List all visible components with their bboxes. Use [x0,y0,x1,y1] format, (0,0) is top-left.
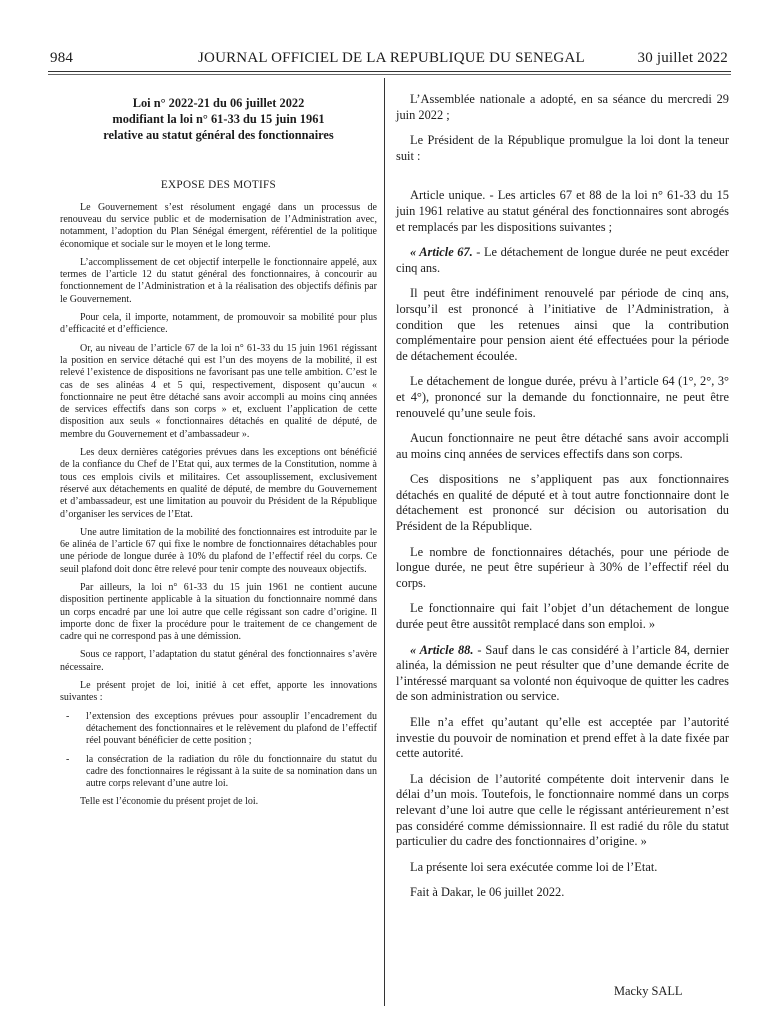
article-67-paragraph: Aucun fonctionnaire ne peut être détaché sans avoir accompli au moins cinq années de services effectifs dans son corps. [396,431,729,461]
article-88-label: « Article 88. [410,642,474,657]
article-67-paragraph: Le fonctionnaire qui fait l’objet d’un détachement de longue durée peut être aussitôt remplacé dans son emploi. » [396,601,729,632]
expose-paragraph: Or, au niveau de l’article 67 de la loi n° 61-33 du 15 juin 1961 régissant la position en service détaché qui est l’un des moyens de la mobilité, il est relevé l’existence de dispositions ne favorisant pas une telle ambition. C’est le cas de ses alinéas 4 et 5 qui, respectivement, disposent qu’aucun « fonctionnaire ne peut être détaché sans avoir accompli au moins cinq années de services effectifs dans son corps » et, excluent l’application de cette disposition aux seuls « fonctionnaires détachés en qualité de député, de membre du Gouvernement et d’ambassadeur ». [60,342,377,440]
journal-title: JOURNAL OFFICIEL DE LA REPUBLIQUE DU SENEGAL [198,50,585,66]
signature-name: Macky SALL [614,984,683,998]
page-number: 984 [50,50,74,66]
expose-paragraph: Une autre limitation de la mobilité des fonctionnaires est introduite par le 6e alinéa de l’article 67 qui fixe le nombre de fonctionnaires détachables pour une période de longue durée à 10% du plafond de l’effectif réel du corps. Ce seuil plafond doit donc être relevé pour tenir compte des nouveaux objectifs. [60,526,377,575]
innovation-item: - l’extension des exceptions prévues pour assouplir l’encadrement du détachement des fonctionnaires et le relèvement du plafond de l’effectif réel pouvant bénéficier de cette position ; [60,711,377,748]
law-title [60,96,377,143]
innovation-item: - la consécration de la radiation du rôle du fonctionnaire du statut du cadre des fonctionnaires le régissant à la suite de sa nomination dans un autre corps relevant d’une autre loi. [60,754,377,791]
article-67-paragraph: Il peut être indéfiniment renouvelé par période de cinq ans, lorsqu’il est prononcé à l’initiative de l’Administration, à condition que les retenues ainsi que la contribution complémentaire pour pension aient été effectuées pour la période de détachement écoulée. [396,286,729,363]
assembly-paragraph: L’Assemblée nationale a adopté, en sa séance du mercredi 29 juin 2022 ; [396,92,729,122]
article-88-intro [396,643,729,705]
expose-paragraph: Le présent projet de loi, initié à cet effet, apporte les innovations suivantes : [60,680,377,704]
article-88-text: - Sauf dans le cas considéré à l’article 84, dernier alinéa, la démission ne peut résulter que d’une demande écrite de l’intéressé marquant sa volonté non équivoque de quitter les cadres de son administration ou service. [396,642,729,704]
law-title-line-2: modifiant la loi n° 61-33 du 15 juin 1961 [112,111,325,126]
execution-paragraph: La présente loi sera exécutée comme loi de l’Etat. [410,859,658,874]
expose-paragraph: Sous ce rapport, l’adaptation du statut général des fonctionnaires s’avère nécessaire. [60,649,377,673]
header-rule-secondary [48,74,731,75]
expose-paragraph: Le Gouvernement s’est résolument engagé dans un processus de renouveau du service public et de modernisation de l’Administration avec, notamment, l’adoption du Plan Sénégal émergent, référentiel de la politique économique et sociale sur le moyen et le long terme. [60,201,377,250]
expose-paragraph: Pour cela, il importe, notamment, de promouvoir sa mobilité pour plus d’efficacité et d’efficience. [60,312,377,336]
law-title-line-1: Loi n° 2022-21 du 06 juillet 2022 [132,96,305,110]
article-67-paragraph: Ces dispositions ne s’appliquent pas aux fonctionnaires détachés en qualité de député et à tout autre fonctionnaire dont le détachement est prononcé sur décision ou autorisation du Président de la République. [396,472,729,534]
article-67-paragraph: Le nombre de fonctionnaires détachés, pour une période de longue durée, ne peut être supérieur à 30% de l’effectif réel du corps. [396,544,729,590]
article-67-intro [396,245,729,276]
expose-paragraph: Les deux dernières catégories prévues dans les exceptions ont bénéficié de la confiance du Chef de l’Etat qui, aux termes de la Constitution, nomme à tous ces emplois civils et militaires. Cet assouplissement, exclusivement réservé aux détachements en qualité de député, de membre du Gouvernement et d’ambassadeur, est une limitation au pouvoir du Président de la République d’organiser les services de l’Etat. [60,447,377,520]
promulgation-paragraph: Le Président de la République promulgue la loi dont la teneur suit : [396,133,729,163]
article-67-text: - Le détachement de longue durée ne peut excéder cinq ans. [396,245,729,275]
law-title-line-3: relative au statut général des fonctionnaires [103,127,334,142]
closing-paragraph: Telle est l’économie du présent projet de loi. [80,796,259,808]
section-heading: EXPOSE DES MOTIFS [160,179,277,192]
article-88-paragraph: La décision de l’autorité compétente doit intervenir dans le délai d’un mois. Toutefois, le fonctionnaire nommé dans un corps relevant d’une loi autre que celle le régissant antérieurement n’est pas considéré comme démissionnaire. Il est radié du rôle du statut particulier du cadre des fonctionnaires d’origine. » [396,771,729,849]
expose-paragraph: L’accomplissement de cet objectif interpelle le fonctionnaire appelé, aux termes de l’article 12 du statut général des fonctionnaires, à concourir au fonctionnement de l’Administration et à la réalisation des objectifs définis par le Gouvernement. [60,256,377,305]
page-header [50,46,728,70]
right-column [396,92,729,911]
article-unique: Article unique. - Les articles 67 et 88 de la loi n° 61-33 du 15 juin 1961 relative au statut général des fonctionnaires sont abrogés et remplacés par les dispositions suivantes ; [396,188,729,234]
issue-date: 30 juillet 2022 [637,50,728,66]
signing-place-date: Fait à Dakar, le 06 juillet 2022. [410,885,565,900]
left-column [60,96,377,815]
column-divider [384,78,385,1006]
article-88-paragraph: Elle n’a effet qu’autant qu’elle est acceptée par l’autorité investie du pouvoir de nomination et prend effet à la date fixée par cette autorité. [396,715,729,761]
article-67-label: « Article 67. [410,245,473,260]
header-rule [48,71,731,72]
article-67-paragraph: Le détachement de longue durée, prévu à l’article 64 (1°, 2°, 3° et 4°), prononcé sur la demande du fonctionnaire, ne peut être renouvelé qu’une seule fois. [396,374,729,420]
expose-paragraph: Par ailleurs, la loi n° 61-33 du 15 juin 1961 ne contient aucune disposition pertinente applicable à la situation du fonctionnaire nommé dans un corps encadré par une loi autre que celle régissant son cadre d’origine. Il importe donc de fixer la procédure pour le traitement de ce changement de cadre qui ne correspond pas à une démission. [60,582,377,643]
